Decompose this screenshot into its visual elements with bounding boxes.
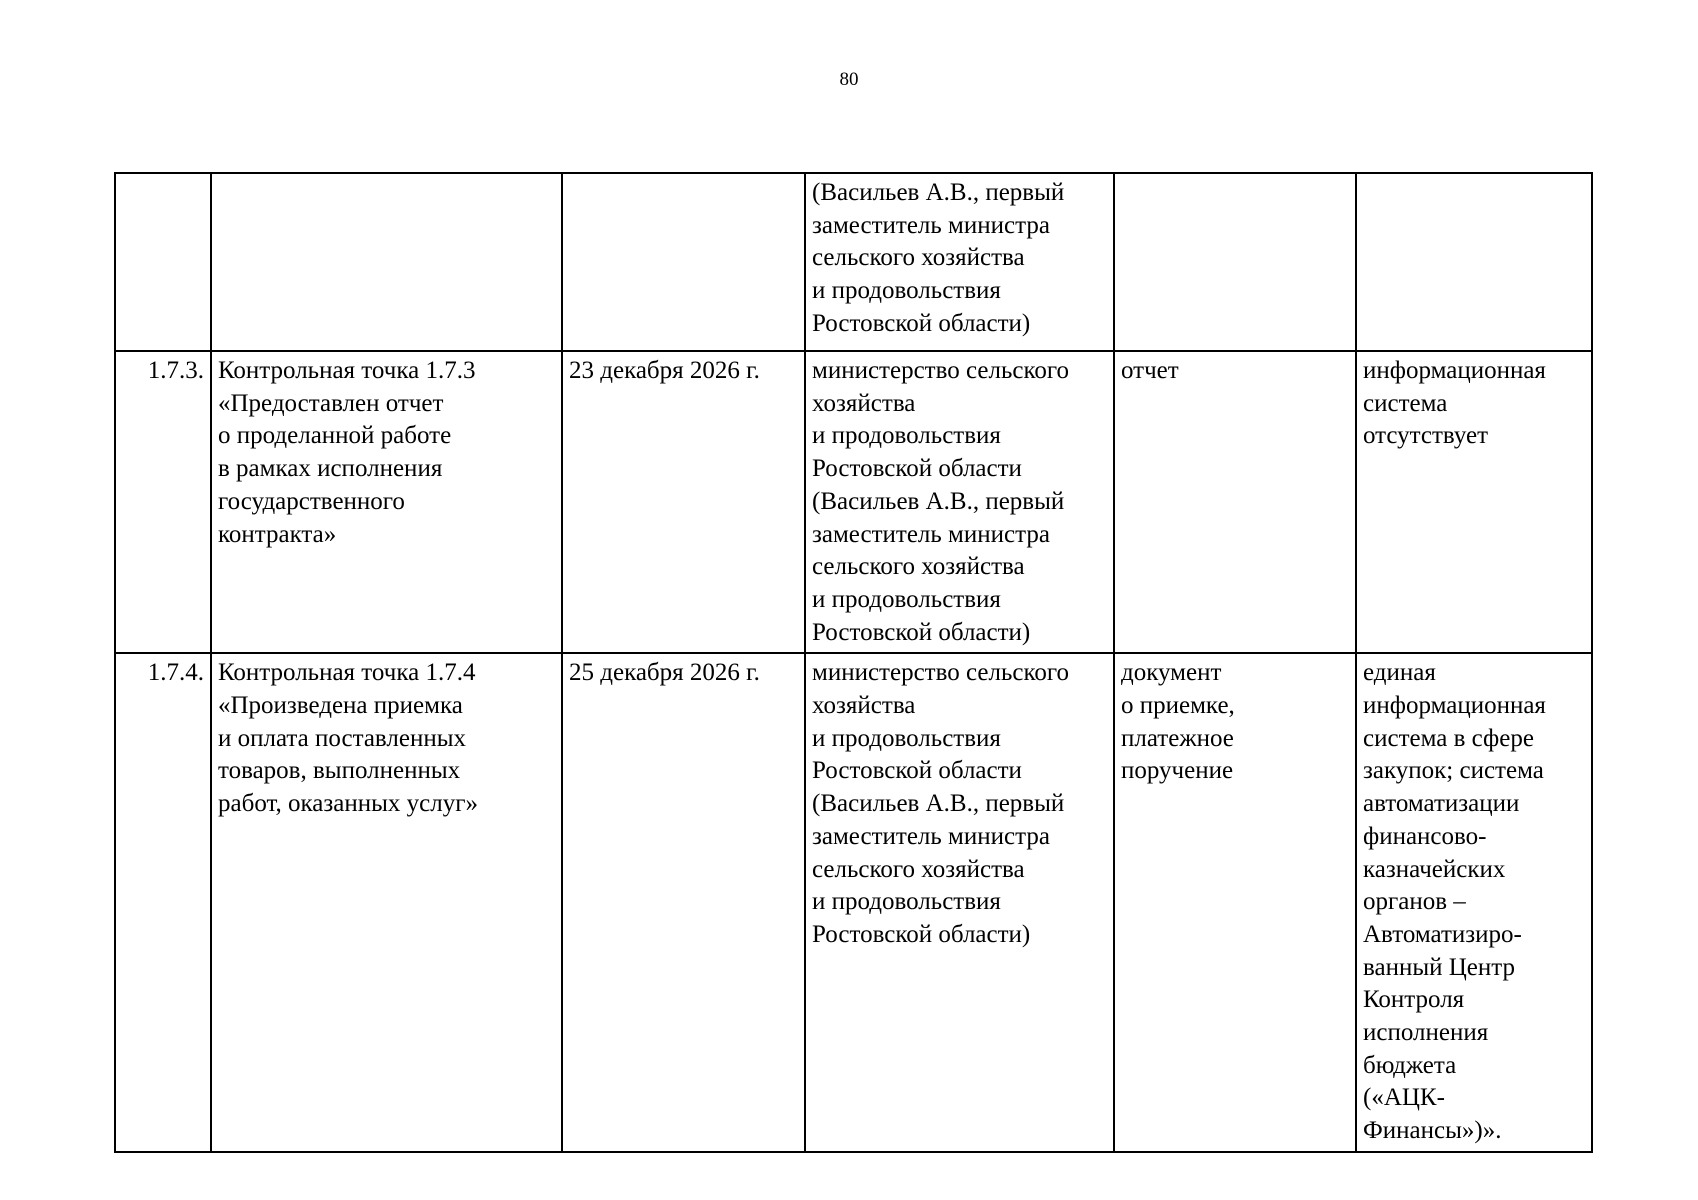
page-number: 80 [839,69,859,90]
deadline-cell [562,173,805,351]
row-number-cell: 1.7.4. [115,653,211,1152]
responsible-cell: министерство сельского хозяйства и продовольствия Ростовской области (Васильев А.В., первый заместитель министра сельского хозяйства и продовольствия Ростовской области) [805,653,1114,1152]
information-system-cell: единая информационная система в сфере закупок; система автоматизации финансово- казначейских органов – Автоматизиро- ванный Центр Контроля исполнения бюджета («АЦК- Финансы»)». [1356,653,1592,1152]
information-system-cell [1356,173,1592,351]
information-system-cell: информационная система отсутствует [1356,351,1592,653]
row-number-cell: 1.7.3. [115,351,211,653]
responsible-cell: министерство сельского хозяйства и продовольствия Ростовской области (Васильев А.В., первый заместитель министра сельского хозяйства и продовольствия Ростовской области) [805,351,1114,653]
control-point-name-cell [211,173,562,351]
document-type-cell [1114,173,1356,351]
document-type-cell: документ о приемке, платежное поручение [1114,653,1356,1152]
deadline-cell: 23 декабря 2026 г. [562,351,805,653]
deadline-cell: 25 декабря 2026 г. [562,653,805,1152]
control-points-table [114,172,1593,1153]
responsible-cell: (Васильев А.В., первый заместитель министра сельского хозяйства и продовольствия Ростовской области) [805,173,1114,351]
table-row [115,351,1592,653]
table-row [115,173,1592,351]
document-type-cell: отчет [1114,351,1356,653]
table-row [115,653,1592,1152]
control-point-name-cell: Контрольная точка 1.7.4 «Произведена приемка и оплата поставленных товаров, выполненных работ, оказанных услуг» [211,653,562,1152]
control-point-name-cell: Контрольная точка 1.7.3 «Предоставлен отчет о проделанной работе в рамках исполнения государственного контракта» [211,351,562,653]
row-number-cell [115,173,211,351]
